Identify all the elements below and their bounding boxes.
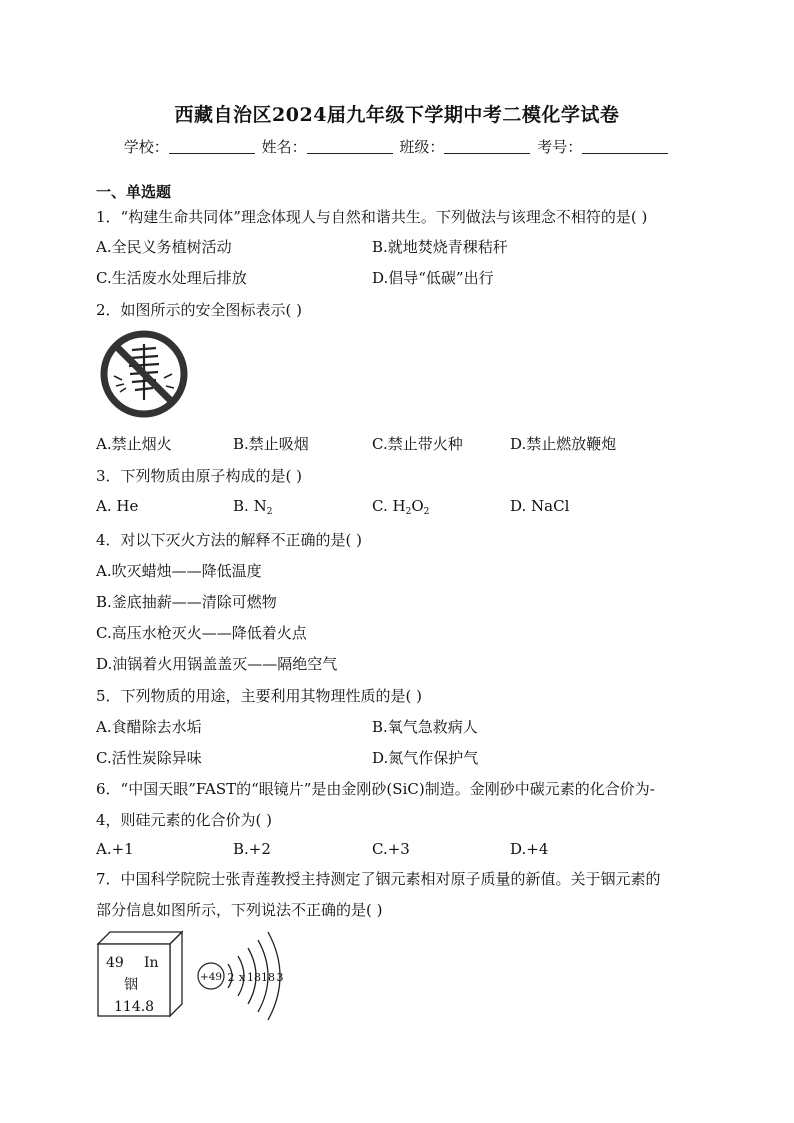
q2-option-b: B.禁止吸烟 [233,435,309,453]
exam-number-blank[interactable] [582,139,668,154]
class-label: 班级： [399,138,445,156]
element-atomic-number: 49 [106,955,124,971]
q2-stem: 2．如图所示的安全图标表示( ) [96,301,303,319]
q6-stem-line-2: 4，则硅元素的化合价为( ) [96,811,273,829]
q4-stem: 4．对以下灭火方法的解释不正确的是( ) [96,531,363,549]
q1-option-a: A.全民义务植树活动 [96,238,232,256]
exam-number-label: 考号： [537,138,583,156]
section-heading: 一、单选题 [96,183,172,201]
q3-option-c [372,497,429,517]
q3-option-b-prefix: B. [233,497,249,515]
q3-option-c-element-2: O [411,497,424,515]
indium-atom-structure-diagram [194,928,294,1024]
student-info-line [0,136,794,157]
indium-element-cell [94,928,190,1020]
q2-option-d: D.禁止燃放鞭炮 [510,435,617,453]
shell-3-electrons: 18 [247,971,261,984]
q4-option-a: A.吹灭蜡烛——降低温度 [96,562,262,580]
element-name: 铟 [124,977,138,993]
school-blank[interactable] [169,139,255,154]
nucleus-charge: +49 [199,971,223,983]
q5-stem: 5．下列物质的用途，主要利用其物理性质的是( ) [96,687,423,705]
q1-stem: 1．“构建生命共同体”理念体现人与自然和谐共生。下列做法与该理念不相符的是( ) [96,208,648,226]
q3-option-c-prefix: C. [372,497,388,515]
q4-option-b: B.釜底抽薪——清除可燃物 [96,593,277,611]
shell-5-electrons: 3 [276,971,284,984]
q3-option-a [96,497,138,515]
q3-option-b-element: N [253,497,267,515]
name-label: 姓名： [261,138,307,156]
q3-stem: 3．下列物质由原子构成的是( ) [96,467,303,485]
name-blank[interactable] [307,139,393,154]
q5-option-a: A.食醋除去水垢 [96,718,202,736]
q3-option-a-formula: He [116,497,139,515]
q1-option-c: C.生活废水处理后排放 [96,269,247,287]
q2-option-c: C.禁止带火种 [372,435,463,453]
q6-option-c: C.+3 [372,840,410,858]
q3-option-c-element-1: H [392,497,406,515]
q3-option-d [510,497,569,515]
no-fireworks-sign-icon [96,328,192,420]
q4-option-d: D.油锅着火用锅盖盖灭——隔绝空气 [96,655,338,673]
q6-stem-line-1: 6．“中国天眼”FAST的“眼镜片”是由金刚砂(SiC)制造。金刚砂中碳元素的化合价为- [96,780,655,798]
q4-option-c: C.高压水枪灭火——降低着火点 [96,624,307,642]
element-symbol: In [144,955,159,971]
page-title: 西藏自治区2024届九年级下学期中考二模化学试卷 [174,104,620,126]
q1-option-d: D.倡导“低碳”出行 [372,269,494,287]
q3-option-c-subscript-2: 2 [423,507,430,517]
q5-option-d: D.氮气作保护气 [372,749,479,767]
q7-stem-line-2: 部分信息如图所示，下列说法不正确的是( ) [96,901,383,919]
q3-option-c-subscript-1: 2 [405,507,412,517]
shell-2-electrons: x [238,971,246,984]
q7-stem-line-1: 7．中国科学院院士张青莲教授主持测定了铟元素相对原子质量的新值。关于铟元素的 [96,870,661,888]
q3-option-a-prefix: A. [96,497,112,515]
school-label: 学校： [123,138,169,156]
q1-option-b: B.就地焚烧青稞秸秆 [372,238,508,256]
q6-option-d: D.+4 [510,840,549,858]
q6-option-b: B.+2 [233,840,271,858]
q3-option-b [233,497,272,517]
q3-option-d-formula: NaCl [531,497,570,515]
element-atomic-mass: 114.8 [114,999,155,1015]
q2-option-a: A.禁止烟火 [96,435,172,453]
q3-option-d-prefix: D. [510,497,527,515]
q5-option-c: C.活性炭除异味 [96,749,202,767]
shell-1-electrons: 2 [227,971,235,984]
q5-option-b: B.氧气急救病人 [372,718,478,736]
class-blank[interactable] [444,139,530,154]
q6-option-a: A.+1 [96,840,134,858]
shell-4-electrons: 18 [261,971,275,984]
q3-option-b-subscript: 2 [266,507,273,517]
